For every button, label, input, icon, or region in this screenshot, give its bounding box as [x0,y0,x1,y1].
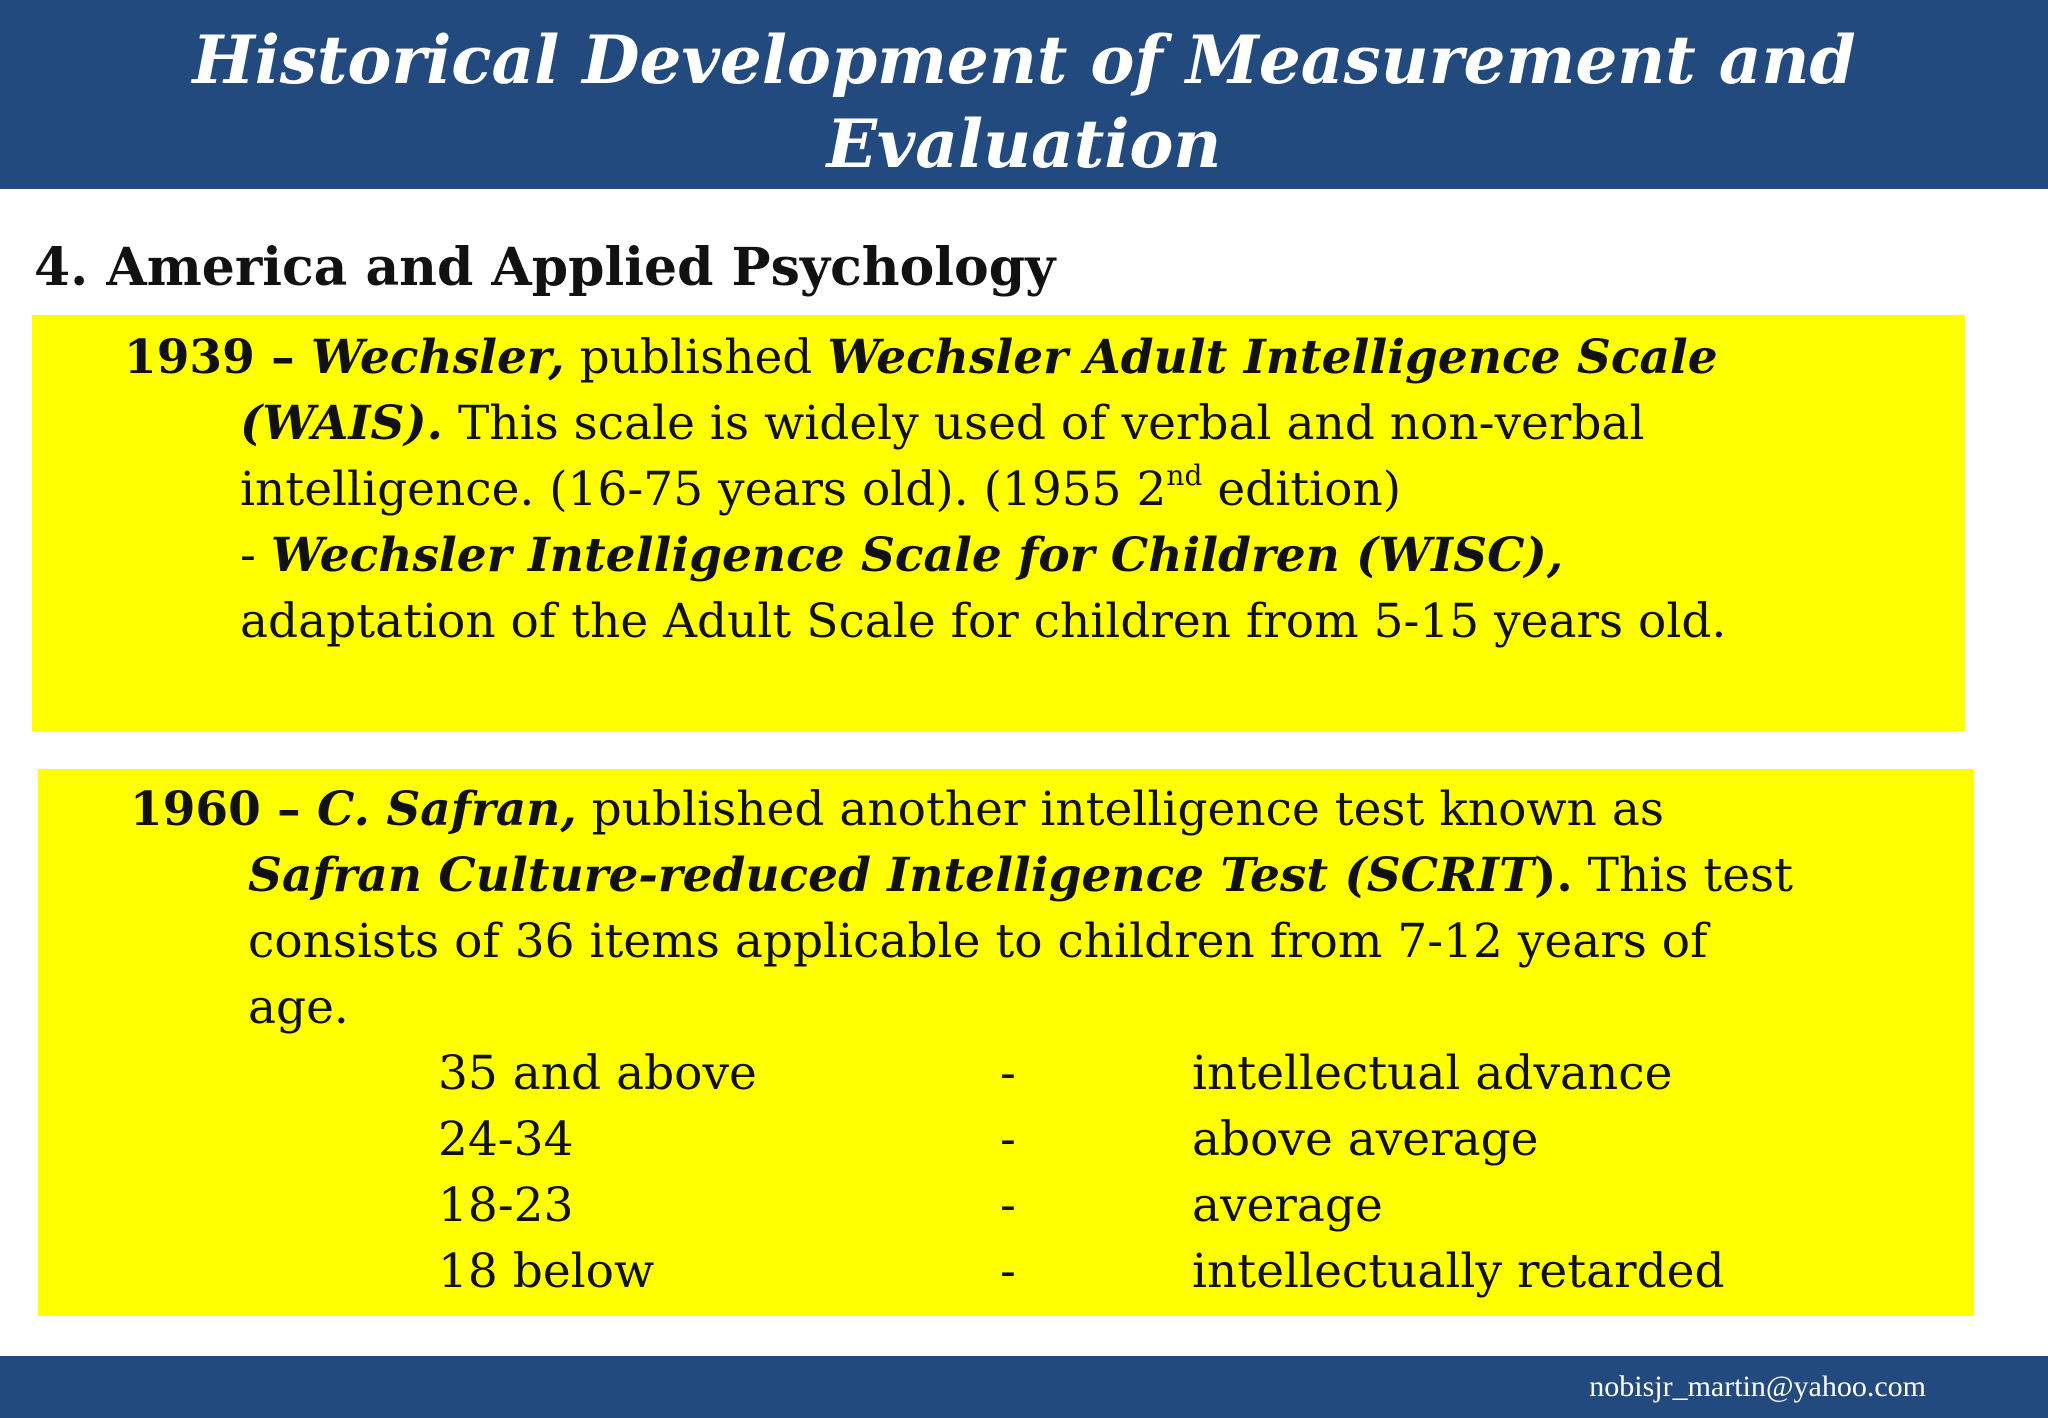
safran-line-2 [248,843,1793,909]
scrit-close: ). [1534,848,1573,903]
wais-title: Wechsler Adult Intelligence Scale [827,330,1718,385]
score-description: intellectual advance [1192,1046,1673,1101]
safran-line-4 [248,975,349,1041]
score-range: 18-23 [438,1178,574,1233]
score-row [38,1173,1974,1239]
year-1960: 1960 – [130,782,318,837]
wechsler-line-5 [240,589,1726,655]
highlight-box-wechsler [32,315,1965,731]
edition-superscript: nd [1166,459,1203,492]
safran-line-1 [130,777,1664,843]
score-description: above average [1192,1112,1539,1167]
wechsler-line-4 [240,523,1563,589]
score-dash: - [1000,1244,1016,1299]
score-row [38,1239,1974,1305]
wechsler-line-2 [240,391,1644,457]
footer-bar [0,1356,2048,1418]
edition-text: edition) [1202,462,1402,517]
wisc-dash: - [240,528,271,583]
wechsler-name: Wechsler, [311,330,565,385]
score-range: 35 and above [438,1046,757,1101]
wisc-title: Wechsler Intelligence Scale for Children (WISC), [270,528,1564,583]
score-dash: - [1000,1046,1016,1101]
wisc-description: adaptation of the Adult Scale for children from 5-15 years old. [240,594,1727,649]
scrit-title: Safran Culture-reduced Intelligence Test (SCRIT [248,848,1535,903]
scrit-age-text: age. [248,980,349,1035]
score-range: 18 below [438,1244,655,1299]
score-description: intellectually retarded [1192,1244,1725,1299]
wechsler-line-3 [240,457,1401,523]
header-bar [0,0,2048,189]
safran-name: C. Safran, [317,782,577,837]
wais-age-range: intelligence. (16-75 years old). (1955 2 [240,462,1167,517]
section-heading: 4. America and Applied Psychology [34,237,1056,298]
published-text: published [564,330,828,385]
highlight-box-safran [38,769,1974,1316]
safran-line-3 [248,909,1707,975]
wechsler-line-1 [124,325,1718,391]
score-range: 24-34 [438,1112,574,1167]
scrit-items-text: consists of 36 items applicable to children from 7-12 years of [248,914,1708,969]
author-email: nobisjr_martin@yahoo.com [1589,1370,1926,1403]
score-dash: - [1000,1112,1016,1167]
score-row [38,1107,1974,1173]
wais-abbr: (WAIS). [240,396,444,451]
wais-description: This scale is widely used of verbal and non-verbal [443,396,1645,451]
score-row [38,1041,1974,1107]
score-dash: - [1000,1178,1016,1233]
safran-published-text: published another intelligence test known as [576,782,1664,837]
scrit-this-test: This test [1572,848,1794,903]
score-description: average [1192,1178,1383,1233]
year-1939: 1939 – [124,330,312,385]
slide-title: Historical Development of Measurement and Evaluation [192,21,1856,183]
